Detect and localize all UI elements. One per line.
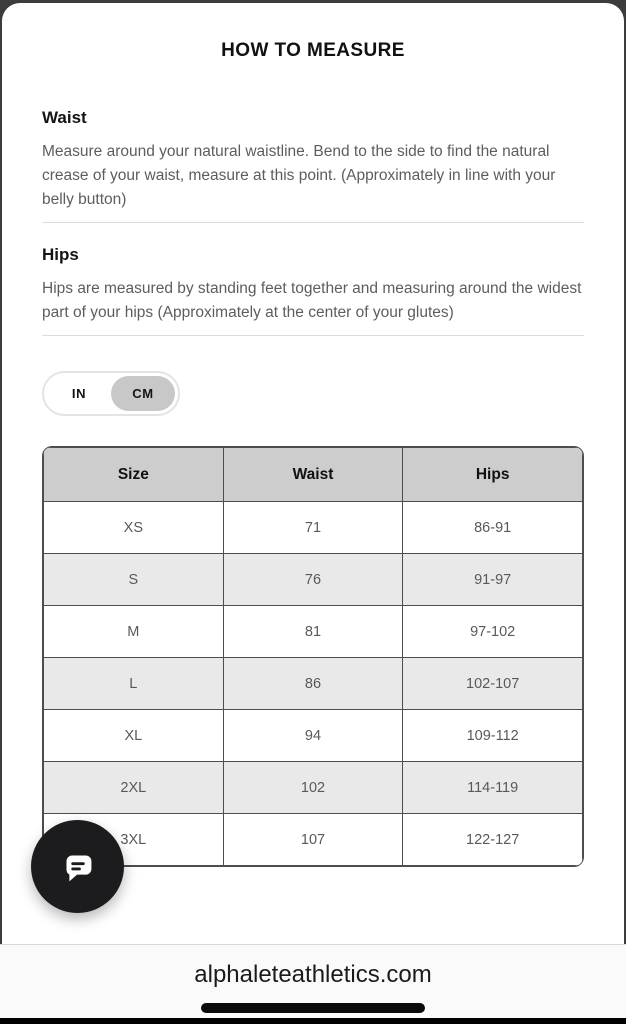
- hips-section: [42, 245, 584, 336]
- cell-hips: 97-102: [403, 606, 583, 658]
- cell-hips: 86-91: [403, 502, 583, 554]
- column-header-waist: Waist: [223, 448, 403, 502]
- table-row: [44, 710, 583, 762]
- unit-toggle[interactable]: [42, 371, 180, 416]
- page-title: HOW TO MEASURE: [221, 40, 405, 61]
- unit-in-button[interactable]: IN: [47, 376, 111, 411]
- cell-size: XS: [44, 502, 224, 554]
- cell-size: M: [44, 606, 224, 658]
- table-row: [44, 554, 583, 606]
- table-row: [44, 814, 583, 866]
- table-row: [44, 606, 583, 658]
- column-header-hips: Hips: [403, 448, 583, 502]
- chat-bubble-icon: [55, 844, 101, 890]
- table-header-row: [44, 448, 583, 502]
- cell-hips: 109-112: [403, 710, 583, 762]
- cell-size: L: [44, 658, 224, 710]
- unit-cm-button[interactable]: CM: [111, 376, 175, 411]
- cell-waist: 71: [223, 502, 403, 554]
- table-row: [44, 502, 583, 554]
- cell-size: XL: [44, 710, 224, 762]
- cell-waist: 107: [223, 814, 403, 866]
- size-chart-table: [42, 446, 584, 867]
- table-row: [44, 762, 583, 814]
- table-row: [44, 658, 583, 710]
- cell-waist: 81: [223, 606, 403, 658]
- cell-size: 3XL: [44, 814, 224, 866]
- screen-edge: [0, 1018, 626, 1024]
- waist-heading: Waist: [42, 108, 87, 127]
- cell-waist: 86: [223, 658, 403, 710]
- home-indicator[interactable]: [201, 1003, 425, 1013]
- cell-hips: 102-107: [403, 658, 583, 710]
- hips-heading: Hips: [42, 245, 79, 264]
- column-header-size: Size: [44, 448, 224, 502]
- cell-waist: 76: [223, 554, 403, 606]
- browser-url: alphaleteathletics.com: [194, 961, 432, 988]
- section-divider: [42, 222, 584, 223]
- section-divider: [42, 335, 584, 336]
- cell-size: S: [44, 554, 224, 606]
- cell-waist: 102: [223, 762, 403, 814]
- waist-description: Measure around your natural waistline. Bend to the side to find the natural crease of your waist, measure at this point. (Approximately in line with your belly button): [42, 143, 556, 208]
- hips-description: Hips are measured by standing feet together and measuring around the widest part of your hips (Approximately at the center of your glutes): [42, 280, 582, 321]
- cell-hips: 114-119: [403, 762, 583, 814]
- cell-size: 2XL: [44, 762, 224, 814]
- cell-waist: 94: [223, 710, 403, 762]
- measure-page-card: [2, 3, 624, 944]
- chat-launcher-button[interactable]: [31, 820, 124, 913]
- cell-hips: 122-127: [403, 814, 583, 866]
- cell-hips: 91-97: [403, 554, 583, 606]
- waist-section: [42, 108, 584, 223]
